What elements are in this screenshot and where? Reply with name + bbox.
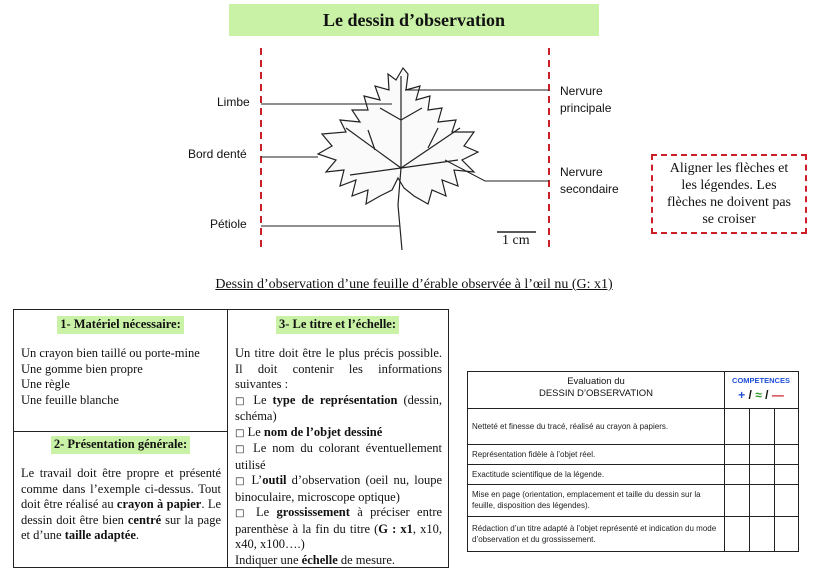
criterion-row: Exactitude scientifique de la légende. [468, 464, 798, 484]
criterion-row: Netteté et finesse du tracé, réalisé au crayon à papiers. [468, 408, 798, 444]
presentation-text: Le travail doit être propre et présenté comme dans l’exemple ci-dessus. Tout doit être réalisé au crayon à papier. Le dessin doit être bien centré sur la page et d’une taille adaptée. [21, 466, 221, 542]
label-nervure-principale: Nervure principale [560, 84, 612, 115]
alignment-note: Aligner les flèches et les légendes. Les flèches ne doivent pas se croiser [651, 154, 807, 234]
section-materiel-header: 1- Matériel nécessaire: [14, 316, 227, 334]
competences-header: COMPETENCES [732, 376, 790, 385]
drawing-caption: Dessin d’observation d’une feuille d’érable observée à l’œil nu (G: x1) [215, 277, 613, 292]
evaluation-grid [467, 371, 799, 552]
materiel-item: Une règle [21, 377, 70, 391]
criterion-row: Mise en page (orientation, emplacement et taille du dessin sur la feuille, disposition des légendes). [468, 484, 798, 516]
label-limbe: Limbe [217, 95, 250, 109]
label-bord-dente: Bord denté [188, 147, 247, 161]
page-title: Le dessin d’observation [229, 4, 599, 36]
materiel-item: Une feuille blanche [21, 392, 119, 407]
maple-leaf-drawing [318, 68, 478, 250]
scale-label: 1 cm [502, 233, 530, 248]
criterion-row: Rédaction d’un titre adapté à l’objet représenté et indication du mode d’observation et du grossissement. [468, 516, 798, 551]
section-titre-header: 3- Le titre et l’échelle: [227, 316, 448, 334]
materiel-item: Une gomme bien propre [21, 361, 143, 376]
criterion-row: Représentation fidèle à l’objet réel. [468, 444, 798, 464]
competence-scale: + / ≈ / — [738, 388, 784, 402]
materiel-item: Un crayon bien taillé ou porte-mine [21, 346, 200, 360]
instructions-table [13, 309, 449, 568]
section-presentation-header: 2- Présentation générale: [14, 436, 227, 454]
materiel-list [21, 346, 226, 408]
evaluation-title: Evaluation du DESSIN D’OBSERVATION [538, 376, 654, 399]
titre-text: Un titre doit être le plus précis possible. Il doit contenir les informations suivantes : □ Le type de représentation (dessin, schéma) □ Le nom de l’objet dessiné □ Le nom du colorant éventuellement utilisé □ L’outil d’observation (oeil nu, loupe binoculaire, microscope optique) □ Le grossissement à préciser entre parenthèse à la fin du titre (G : x1, x10, x40, x100….) Indiquer une échelle de mesure. [235, 346, 443, 567]
label-petiole: Pétiole [210, 217, 247, 231]
label-nervure-secondaire: Nervure secondaire [560, 165, 619, 196]
